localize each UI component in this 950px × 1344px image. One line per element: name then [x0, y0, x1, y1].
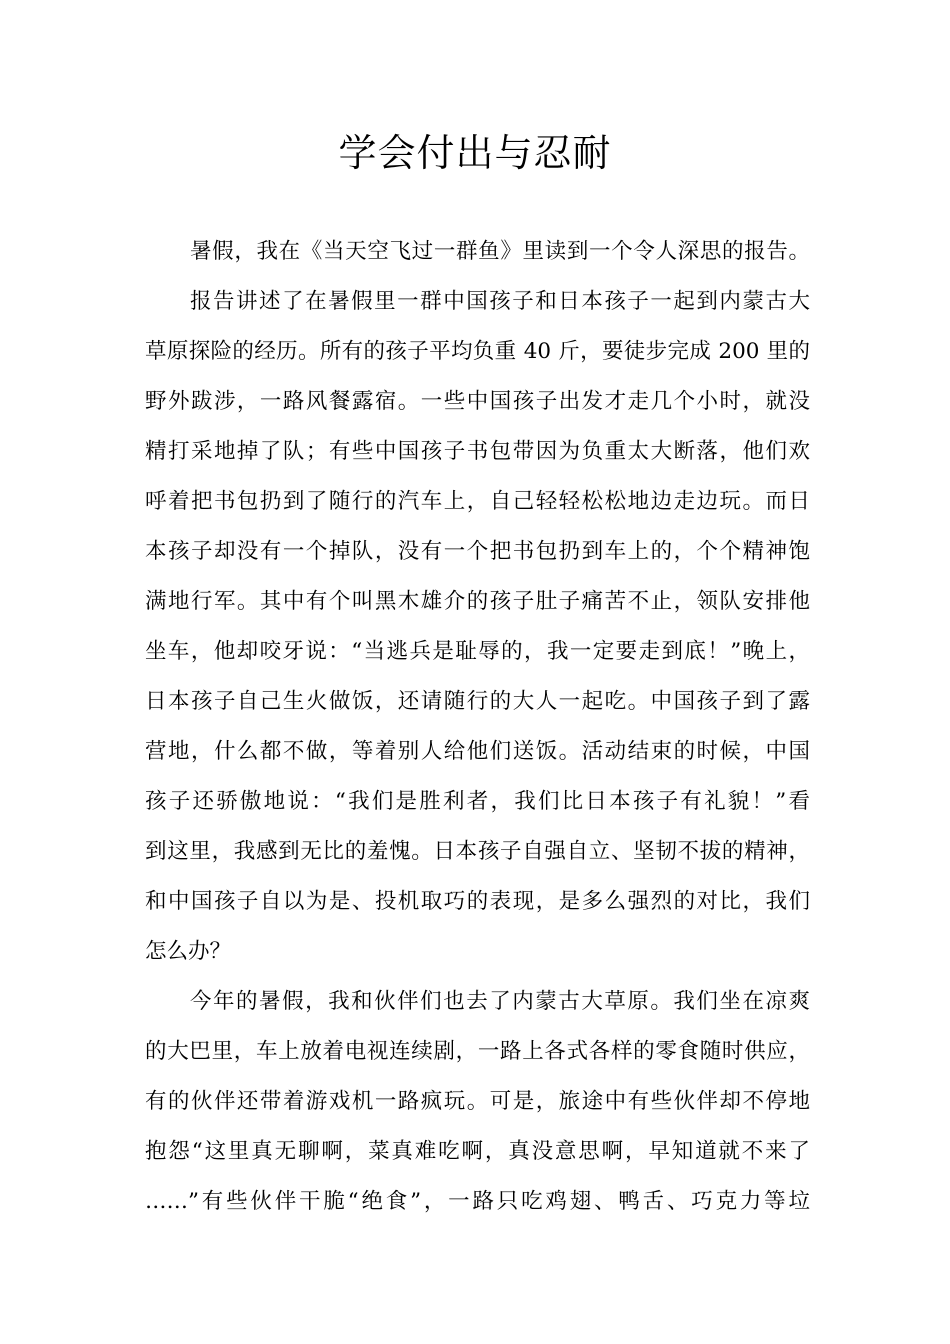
text-line: 怎么办？ [145, 939, 232, 964]
text-line: 营地，什么都不做，等着别人给他们送饭。活动结束的时候，中国 [145, 739, 810, 764]
document-title: 学会付出与忍耐 [338, 131, 612, 175]
text-line: 坐车，他却咬牙说：“当逃兵是耻辱的，我一定要走到底！”晚上， [145, 639, 810, 664]
text-line: 今年的暑假，我和伙伴们也去了内蒙古大草原。我们坐在凉爽 [190, 989, 810, 1014]
text-line: 的大巴里，车上放着电视连续剧，一路上各式各样的零食随时供应， [145, 1039, 810, 1064]
text-line: 满地行军。其中有个叫黑木雄介的孩子肚子痛苦不止，领队安排他 [145, 589, 810, 614]
text-line: ……”有些伙伴干脆“绝食”，一路只吃鸡翅、鸭舌、巧克力等垃 [145, 1189, 810, 1214]
text-line: 暑假，我在《当天空飞过一群鱼》里读到一个令人深思的报告。 [190, 239, 810, 264]
text-line: 野外跋涉，一路风餐露宿。一些中国孩子出发才走几个小时，就没 [145, 389, 810, 414]
text-line: 日本孩子自己生火做饭，还请随行的大人一起吃。中国孩子到了露 [145, 689, 810, 714]
text-line: 本孩子却没有一个掉队，没有一个把书包扔到车上的，个个精神饱 [145, 539, 810, 564]
text-line: 和中国孩子自以为是、投机取巧的表现，是多么强烈的对比，我们 [145, 889, 810, 914]
text-line: 报告讲述了在暑假里一群中国孩子和日本孩子一起到内蒙古大 [190, 289, 810, 314]
text-line: 呼着把书包扔到了随行的汽车上，自己轻轻松松地边走边玩。而日 [145, 489, 810, 514]
text-line: 有的伙伴还带着游戏机一路疯玩。可是，旅途中有些伙伴却不停地 [145, 1089, 810, 1114]
text-line: 到这里，我感到无比的羞愧。日本孩子自强自立、坚韧不拔的精神， [145, 839, 810, 864]
text-line: 抱怨“这里真无聊啊，菜真难吃啊，真没意思啊，早知道就不来了 [145, 1139, 810, 1164]
text-line: 精打采地掉了队；有些中国孩子书包带因为负重太大断落，他们欢 [145, 439, 810, 464]
text-line: 孩子还骄傲地说：“我们是胜利者，我们比日本孩子有礼貌！”看 [145, 789, 810, 814]
text-line: 草原探险的经历。所有的孩子平均负重 40 斤，要徒步完成 200 里的 [145, 339, 810, 364]
